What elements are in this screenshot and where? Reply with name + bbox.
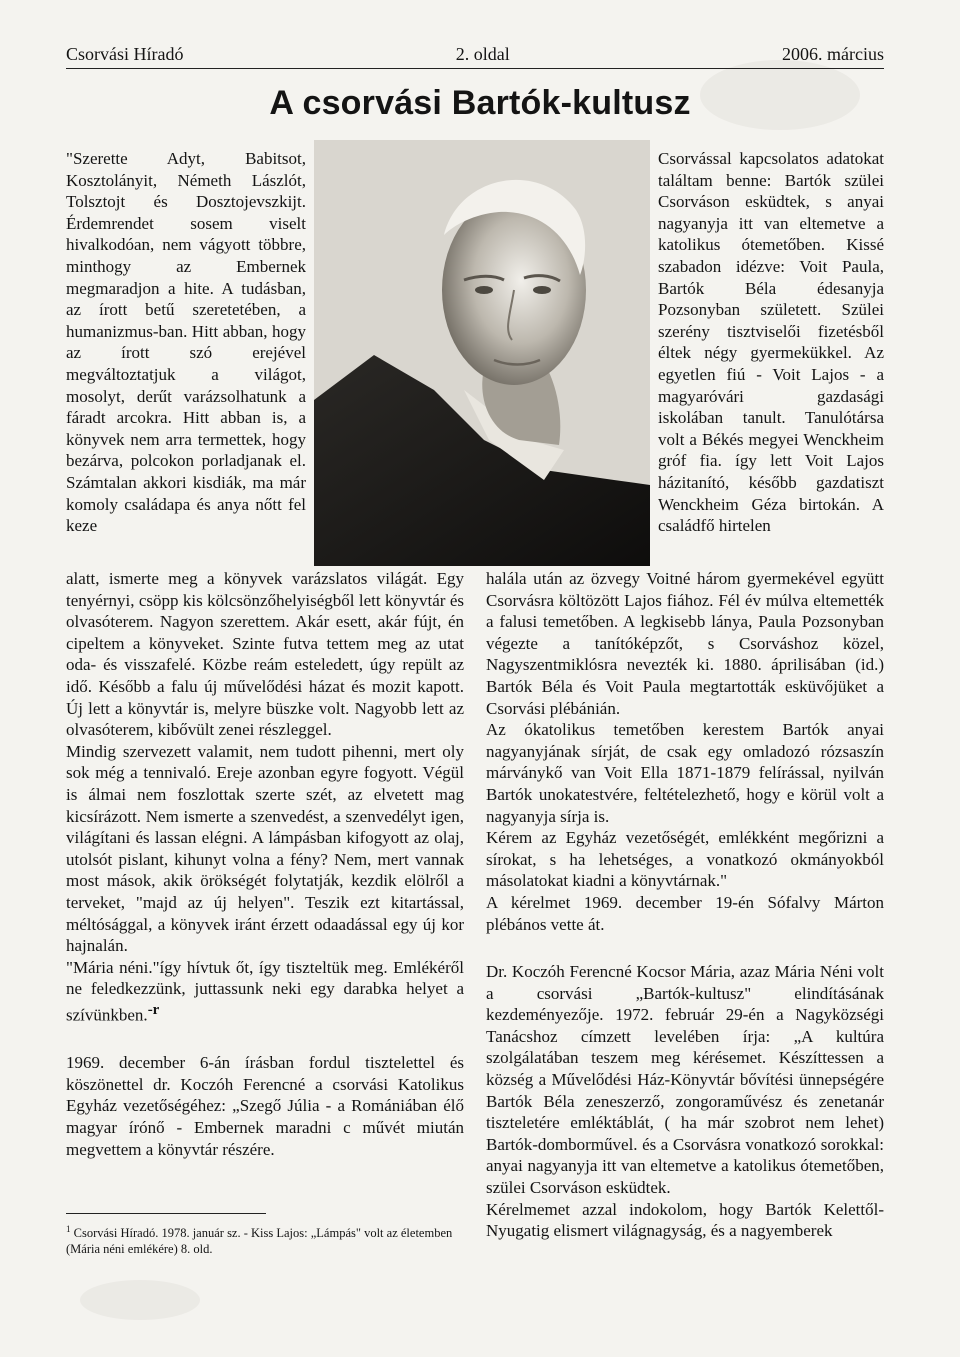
- paragraph: alatt, ismerte meg a könyvek varázslatos világát. Egy tenyérnyi, csöpp kis kölcsönzőhelyiségből lett könyvtár és olvasóterem. Nagyon szerettem. Akár esett, akár fújt, én cipeltem a könyveket. Szinte futva tettem meg az utat oda- és visszafelé. Közbe reám esteledett, úgy repült az idő. Később a falu új művelődési házat és mozit kapott. Új lett a könyvtár is, melyre büszke volt. Nagyobb lett az olvasóterem, kibővült zenei részleggel.: [66, 569, 464, 740]
- footnote-marker: 1: [66, 1224, 71, 1234]
- paragraph: halála után az özvegy Voitné három gyermekével együtt Csorvásra költözött Lajos fiához. Fél év múlva eltemették a falusi temetőben. A legkisebb lánya, Paula Pozsonyban végezte a tanítóképzőt, s Csorváshoz közel, Nagyszentmiklósra nevezték ki. 1880. áprilisában (id.) Bartók Béla és Voit Paula megtartották esküvőjüket a Csorvási plébánián.: [486, 569, 884, 718]
- author-mark: -r: [147, 1001, 160, 1018]
- paragraph: 1969. december 6-án írásban fordul tisztelettel és köszönettel dr. Koczóh Ferencné a csorvási Katolikus Egyház vezetőségéhez: „Szegő Júlia - a Romániában élő magyar írónő - Embernek maradni c művét miután megvettem a könyvtár részére.: [66, 1053, 464, 1159]
- page-number: 2. oldal: [455, 44, 510, 64]
- paragraph: Dr. Koczóh Ferencné Kocsor Mária, azaz Mária Néni volt a csorvási „Bartók-kultusz" elindításának kezdeményezője. 1972. február 29-én a Nagyközségi Tanácshoz címzett levelében írja: „A kultúra szolgálatában teszem meg kérésemet. Készíttessen a község a Művelődési Ház-Könyvtár bővítési ünnepségére Bartók Béla zeneszerző, zongoraművész és zenetanár tiszteletére emléktáblát, ( ha már szobrot nem lehet) Bartók-domborművel. és a Csorvásra vonatkozó sorokkal: anyai nagyanyja itt van eltemetve a katolikus ótemetőben, szülei Csorváson esküdtek.: [486, 962, 884, 1198]
- paragraph: Kérelmemet azzal indokolom, hogy Bartók Kelettől-Nyugatig elismert világnagyság, és a nagyemberek: [486, 1199, 884, 1241]
- paragraph: Az ókatolikus temetőben kerestem Bartók anyai nagyanyjának sírját, de csak egy omladozó rózsaszín márványkő van Voit Ella 1871-1879 felírással, nyilván Bartók unokatestvére, feltételezhető, hogy e körül volt a nagyanyja sírja is.: [486, 720, 884, 826]
- paragraph: Kérem az Egyház vezetőségét, emlékként megőrizni a sírokat, s ha lehetséges, a vonatkozó okmányokból másolatokat kiadni a könyvtárnak.": [486, 828, 884, 891]
- left-column-upper: [66, 148, 306, 537]
- paragraph: "Szerette Adyt, Babitsot, Kosztolányit, Németh Lászlót, Tolsztojt és Dosztojevszkijt. Érdemrendet sosem viselt hivalkodóan, nem vágyott többre, minthogy az Embernek megmaradjon a hite. A tudásban, az írott betű szeretetében, a humanizmus-ban. Hitt abban, hogy az írott szó erejével megváltoztatjuk a világot, mosolyt, derűt varázsolhatunk a fáradt arcokra. Hitt abban is, a könyvek nem arra termettek, hogy bezárva, polcokon porladjanak el. Számtalan akkori kisdiák, ma már komoly családapa és anya nőtt fel keze: [66, 149, 306, 536]
- footnote-text: Csorvási Híradó. 1978. január sz. - Kiss Lajos: „Lámpás" volt az életemben (Mária néni emlékére) 8. old.: [66, 1226, 453, 1257]
- paragraph: A kérelmet 1969. december 19-én Sófalvy Márton plébános vette át.: [486, 892, 884, 934]
- footnote-divider: [66, 1213, 266, 1214]
- paper-stain: [80, 1280, 200, 1320]
- paragraph: [66, 957, 464, 1026]
- paragraph-text: "Mária néni."így hívtuk őt, így tiszteltük meg. Emlékéről ne feledkezzünk, juttassunk neki egy darabka helyet a szívünkben.: [66, 957, 464, 1025]
- portrait-photo: [314, 140, 650, 566]
- paragraph: Csorvással kapcsolatos adatokat találtam benne: Bartók szülei Csorváson esküdtek, s anyai nagyanyja itt van eltemetve a katolikus ótemetőben. Kissé szabadon idézve: Voit Paula, Bartók Béla édesanyja Pozsonyban született. Szülei szerény tisztviselői fizetésből éltek négy gyermekükkel. Az egyetlen fiú - Voit Lajos - a magyaróvári gazdasági iskolában tanult. Tanulótársa volt a Békés megyei Wenckheim gróf fia. így lett Voit Lajos házitanító, később gazdatiszt Wenckheim Géza birtokán. A családfő hirtelen: [658, 149, 884, 536]
- right-column-lower: [486, 568, 884, 1242]
- page-header: [66, 44, 884, 69]
- publication-name: Csorvási Híradó: [66, 44, 184, 64]
- spacer: [66, 1026, 464, 1052]
- left-column-lower: [66, 568, 464, 1160]
- article-title: A csorvási Bartók-kultusz: [269, 84, 691, 122]
- paragraph: Mindig szervezett valamit, nem tudott pihenni, mert oly sok még a tennivaló. Ereje azonban egyre fogyott. Végül is álmai nem foszlottak szerte szét, az elvetett mag kicsírázott. Nem ismerte a szenvedést, a szenvedélyt igen, világítani és lassan elégni. A lámpásban kifogyott az olaj, utolsót pislant, kihunyt volna a fény? Nem, mert vannak most mások, akik örökségét folytatják, kezdik elölről a terveket, "majd az új helyen". Teszik ezt kitartással, méltósággal, a könyvek iránt érzett odaadással egy új kor hajnalán.: [66, 741, 464, 956]
- footnote: [66, 1221, 464, 1257]
- portrait-illustration: [314, 140, 650, 566]
- spacer: [486, 935, 884, 961]
- right-column-upper: [658, 148, 884, 537]
- issue-date: 2006. március: [782, 44, 884, 64]
